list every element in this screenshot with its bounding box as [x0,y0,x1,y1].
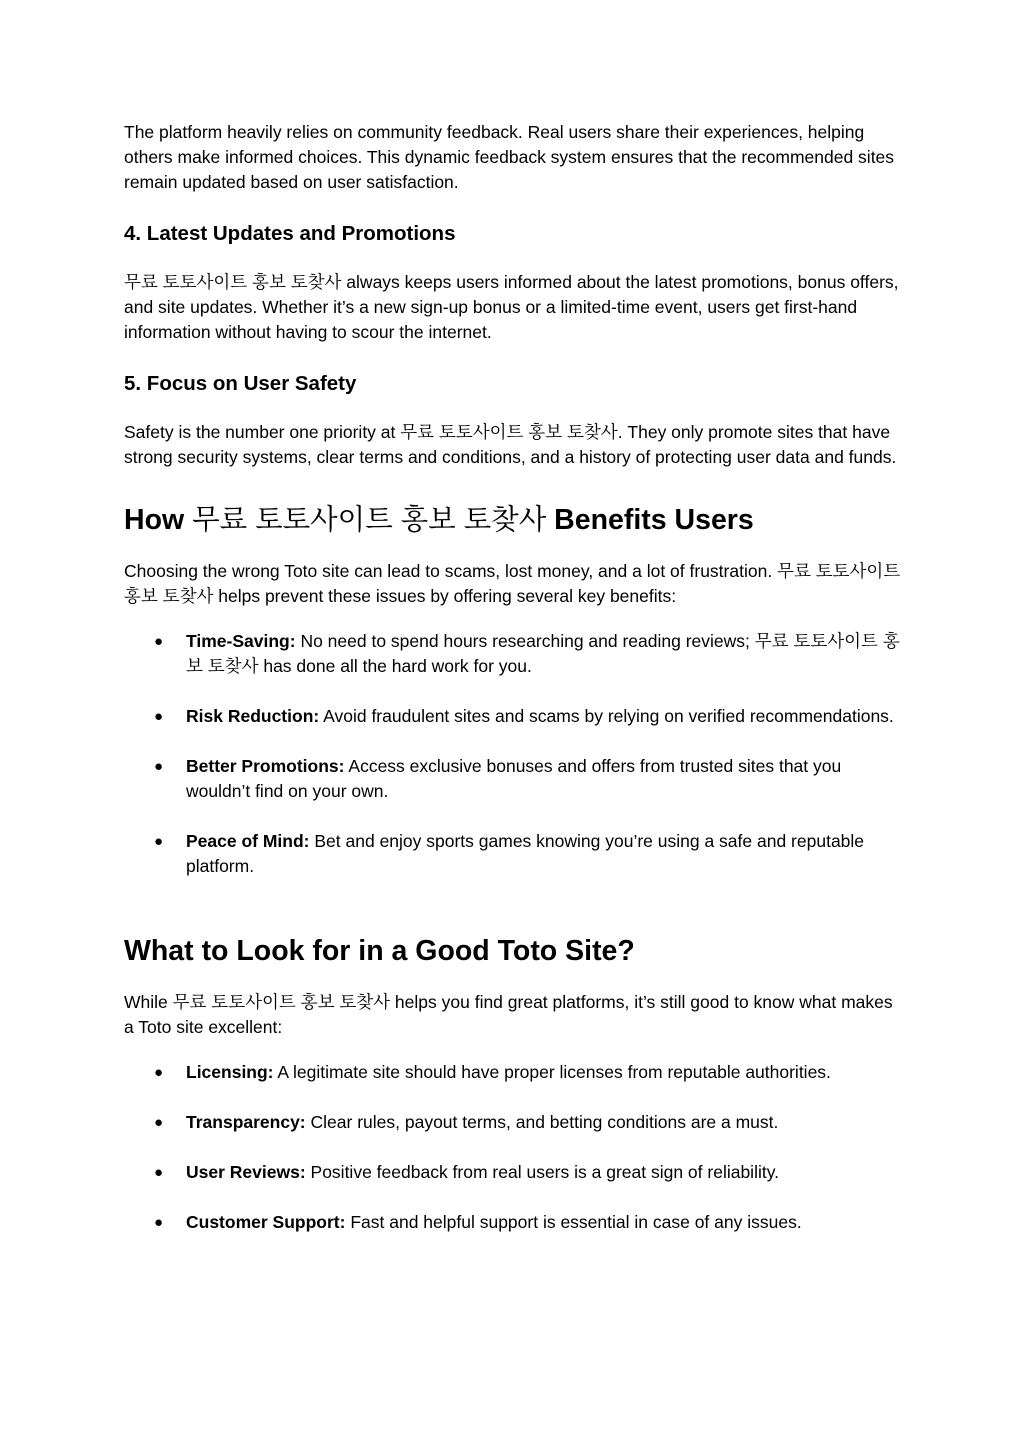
item-text: Bet and enjoy sports games knowing you’re using a safe and reputable platform. [186,831,865,876]
item-text: Avoid fraudulent sites and scams by relying on verified recommendations. [323,706,894,726]
item-text: No need to spend hours researching and reading reviews; 무료 토토사이트 홍보 토찾사 has done all the hard work for you. [186,631,900,676]
bullet-icon: ● [154,833,164,850]
list-item [124,1060,904,1085]
bullet-icon: ● [154,758,164,775]
document-page [124,120,904,1235]
bullet-icon: ● [154,708,164,725]
benefits-heading-pre: How [124,504,185,536]
benefits-heading [124,501,904,539]
benefits-intro: Choosing the wrong Toto site can lead to scams, lost money, and a lot of frustration. 무료 토토사이트 홍보 토찾사 helps prevent these issues by offering several key benefits: [124,561,901,606]
benefits-heading-ko: 무료 토토사이트 홍보 토찾사 [192,504,547,536]
intro-paragraph: The platform heavily relies on community feedback. Real users share their experiences, helping others make informed choices. This dynamic feedback system ensures that the recommended sites remain updated based on user satisfaction. [124,122,895,192]
section5-body: Safety is the number one priority at 무료 토토사이트 홍보 토찾사. They only promote sites that have strong security systems, clear terms and conditions, and a history of protecting user data and funds. [124,422,897,467]
list-item [124,1210,904,1235]
item-text: Positive feedback from real users is a great sign of reliability. [310,1162,780,1182]
bullet-icon: ● [154,1114,164,1131]
list-item [124,1110,904,1135]
bullet-icon: ● [154,1164,164,1181]
item-text: A legitimate site should have proper licenses from reputable authorities. [277,1062,831,1082]
good-site-intro: While 무료 토토사이트 홍보 토찾사 helps you find great platforms, it’s still good to know what makes a Toto site excellent: [124,992,893,1037]
item-label: Risk Reduction: [186,706,320,726]
item-text: Fast and helpful support is essential in case of any issues. [350,1212,802,1232]
list-item [124,754,904,804]
good-site-list [124,1060,904,1235]
list-item [124,829,904,879]
item-label: User Reviews: [186,1162,306,1182]
bullet-icon: ● [154,633,164,650]
item-text: Clear rules, payout terms, and betting conditions are a must. [310,1112,779,1132]
benefits-heading-post: Benefits Users [554,504,754,536]
list-item [124,629,904,679]
item-label: Transparency: [186,1112,306,1132]
bullet-icon: ● [154,1214,164,1231]
list-item [124,1160,904,1185]
bullet-icon: ● [154,1064,164,1081]
section4-body: 무료 토토사이트 홍보 토찾사 always keeps users informed about the latest promotions, bonus offers, and site updates. Whether it’s a new sign-up bonus or a limited-time event, users get first-hand information without having to scour the internet. [124,272,899,342]
list-item [124,704,904,729]
section4-heading: 4. Latest Updates and Promotions [124,222,456,245]
good-site-heading: What to Look for in a Good Toto Site? [124,935,635,967]
benefits-list [124,629,904,879]
item-label: Customer Support: [186,1212,346,1232]
item-label: Time-Saving: [186,631,296,651]
section5-heading: 5. Focus on User Safety [124,372,357,395]
item-label: Licensing: [186,1062,274,1082]
item-label: Peace of Mind: [186,831,310,851]
item-label: Better Promotions: [186,756,345,776]
item-text: Access exclusive bonuses and offers from trusted sites that you wouldn’t find on your own. [186,756,842,801]
